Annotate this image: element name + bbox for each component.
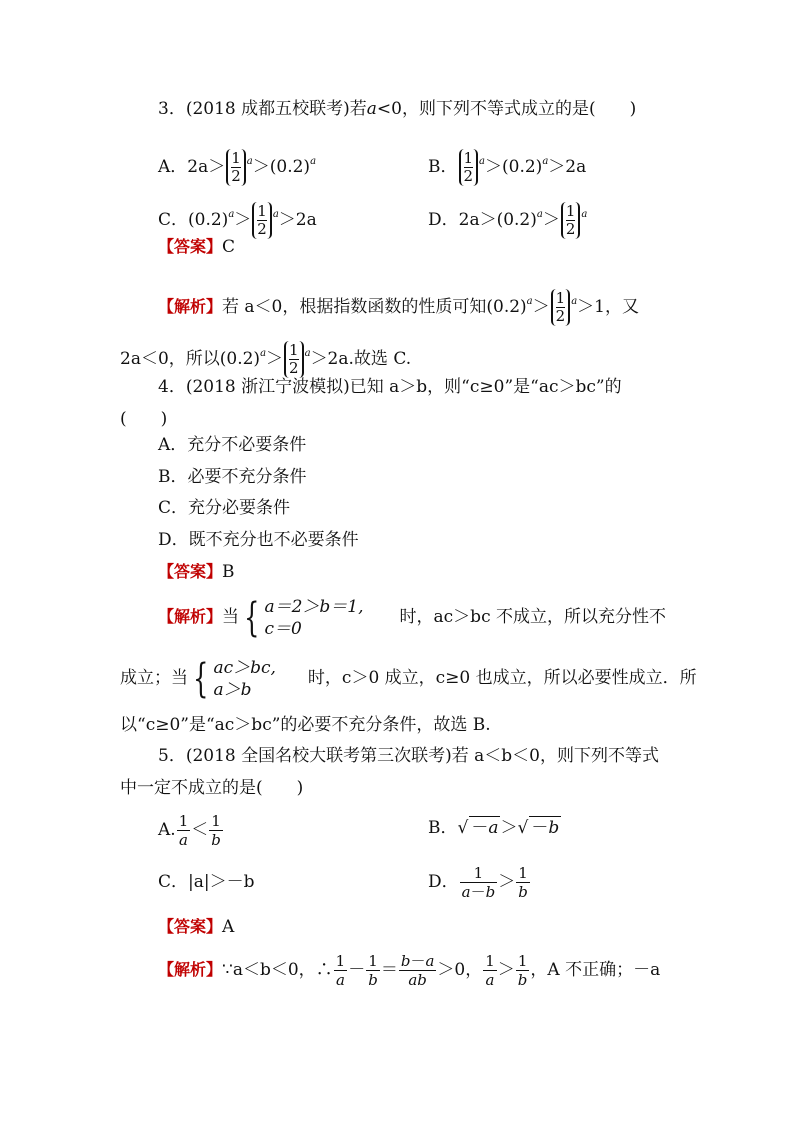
exp: a — [536, 209, 543, 220]
exp: a — [542, 156, 549, 167]
q5-option-d-label: D． — [428, 872, 459, 892]
q3-frac-half — [252, 202, 272, 239]
q5-option-a-label: A. — [158, 820, 176, 840]
q4-system-2 — [213, 657, 275, 701]
exp: a — [260, 348, 267, 359]
frac-num: 1 — [257, 202, 267, 220]
q3-explanation-line1: 【解析】若 a＜0，根据指数函数的性质可知$(0.2)^a>$ $\frac{1}{2}^a>1$，又 — [158, 289, 639, 325]
system-line: ac＞bc, — [213, 657, 276, 678]
answer-tag: 【答案】 — [158, 562, 223, 581]
q3-option-a-label: A．2a＞ — [158, 157, 226, 177]
frac-num: 1 — [463, 149, 474, 167]
q4-option-b: B．必要不充分条件 — [158, 467, 307, 487]
q3-option-b — [428, 140, 586, 189]
exp: a — [479, 156, 486, 167]
frac-num: 1 — [565, 202, 576, 220]
system-line: a＞b — [213, 679, 252, 700]
fraction: $\frac{1}{b}$ — [368, 952, 378, 989]
explanation-tag: 【解析】 — [158, 960, 223, 979]
q3-explanation-line2: 2a＜0，所以$(0.2)^a>$ $\frac{1}{2}^a>2a$.故选 C. — [120, 341, 412, 377]
q3-option-d: D．$2a>(0.2)^a>$ $\frac{1}{2}^a$ — [428, 202, 588, 238]
fraction: $\frac{1}{a}$ — [335, 952, 346, 989]
q3-option-b-end: ＞2a — [548, 157, 587, 177]
q3-answer — [158, 236, 235, 258]
frac-den: 2 — [565, 220, 576, 238]
frac-num: 1 — [289, 341, 299, 359]
q5-explanation-line1: 【解析】∵a＜b＜0，∴ $\frac{1}{a}$ － $\frac{1}{b}$ ＝ $\frac{b-a}{ab}$ ＞0， $\frac{1}{a}$ ＞ $\frac{1}{b}$ ，A 不正确；－a — [158, 952, 661, 989]
sqrt-icon: √ — [457, 818, 469, 838]
q4-option-a: A．充分不必要条件 — [158, 435, 307, 455]
q5-stem-line1: 5．(2018 全国名校大联考第三次联考)若 a＜b＜0，则下列不等式 — [158, 746, 659, 766]
q4-explanation-line1 — [158, 592, 666, 642]
q3-expl-text: ＞2a.故选 C. — [310, 349, 412, 369]
frac-den: 2 — [463, 167, 474, 185]
q3-expl-text: ＞1，又 — [577, 297, 639, 317]
q4-expl-text: 成立；当 — [120, 668, 188, 688]
q5-option-d: D． $\frac{1}{a-b}$ ＞ $\frac{1}{b}$ — [428, 864, 528, 901]
q3-option-c: C．$(0.2)^a>$ $\frac{1}{2}^a>2a$ — [158, 202, 317, 238]
q4-explanation-line2 — [120, 653, 697, 703]
q5-option-a: A. $\frac{1}{a}$ ＜ $\frac{1}{b}$ — [158, 812, 221, 849]
brace-icon: { — [193, 655, 209, 702]
exp: a — [304, 348, 311, 359]
q3-stem — [158, 98, 636, 120]
q4-explanation-line3: 以“c≥0”是“ac＞bc”的必要不充分条件，故选 B. — [120, 715, 491, 735]
q4-answer — [158, 561, 235, 583]
fraction: $\frac{1}{a}$ — [485, 952, 495, 989]
q5-option-b-label: B． — [428, 818, 458, 838]
q5-option-c: C．|a|＞－b — [158, 872, 255, 892]
explanation-tag: 【解析】 — [158, 297, 223, 316]
q5-expl-text: ∵a＜b＜0，∴ — [222, 960, 333, 980]
system-line: c＝0 — [264, 618, 302, 639]
q3-option-a — [158, 140, 316, 189]
q5-expl-text: ＞0， — [437, 960, 483, 980]
q4-expl-text: 时，c＞0 成立，c≥0 也成立，所以必要性成立．所 — [307, 668, 697, 688]
q3-stem-cond: <0，则下列不等式成立的是( ) — [376, 99, 637, 119]
exp: a — [571, 296, 578, 307]
q3-frac-half — [459, 149, 479, 186]
q3-stem-var: a — [366, 99, 377, 119]
q3-option-d-label: D．2a＞(0.2) — [428, 210, 537, 230]
q4-option-c: C．充分必要条件 — [158, 498, 291, 518]
fraction: $\frac{1}{b}$ — [517, 952, 528, 989]
q3-frac-half — [551, 289, 571, 326]
explanation-tag: 【解析】 — [158, 607, 223, 626]
exp: a — [526, 296, 533, 307]
q3-frac-half — [284, 341, 304, 378]
q3-option-c-end: ＞2a — [278, 210, 317, 230]
exp: a — [228, 209, 235, 220]
system-line: a＝2＞b＝1, — [264, 596, 364, 617]
q3-stem-text: 3．(2018 成都五校联考)若 — [158, 99, 367, 119]
q3-option-b-label: B． — [428, 157, 458, 177]
fraction: $\frac{1}{b}$ — [211, 812, 221, 849]
exp: a — [246, 156, 253, 167]
q3-frac-half — [561, 202, 581, 239]
q4-stem-paren: ( ) — [120, 409, 168, 429]
q3-option-b-tail: ＞(0.2) — [485, 157, 543, 177]
exp: a — [272, 209, 279, 220]
fraction: $\frac{1}{a}$ — [178, 812, 189, 849]
q4-system-1 — [264, 596, 363, 640]
fraction: $\frac{1}{a-b}$ — [461, 864, 496, 901]
answer-value: A — [222, 917, 235, 937]
q5-option-b: B．√ －a ＞√ －b — [428, 818, 560, 838]
frac-den: 2 — [555, 307, 566, 325]
fraction: $\frac{1}{b}$ — [518, 864, 528, 901]
exp: a — [581, 209, 588, 220]
answer-tag: 【答案】 — [158, 917, 223, 936]
q5-expl-text: ，A 不正确；－a — [530, 960, 661, 980]
brace-icon: { — [244, 594, 260, 641]
frac-den: 2 — [257, 220, 267, 238]
q3-expl-text: 2a＜0，所以(0.2) — [120, 349, 261, 369]
frac-den: 2 — [289, 359, 299, 377]
frac-den: 2 — [231, 167, 241, 185]
q3-option-c-label: C．(0.2) — [158, 210, 229, 230]
q4-option-d: D．既不充分也不必要条件 — [158, 530, 359, 550]
q4-stem: 4．(2018 浙江宁波模拟)已知 a＞b，则“c≥0”是“ac＞bc”的 — [158, 377, 622, 397]
sqrt-icon: √ — [517, 818, 529, 838]
q4-expl-text: 当 — [222, 607, 240, 627]
q3-expl-text: 若 a＜0，根据指数函数的性质可知(0.2) — [222, 297, 527, 317]
q5-answer — [158, 916, 234, 938]
q5-stem-line2: 中一定不成立的是( ) — [120, 778, 304, 798]
exp: a — [310, 156, 317, 167]
answer-value: B — [222, 562, 235, 582]
q3-frac-half — [226, 149, 246, 186]
fraction: $\frac{b-a}{ab}$ — [400, 952, 435, 989]
q3-option-a-tail: ＞(0.2) — [252, 157, 311, 177]
frac-num: 1 — [555, 289, 566, 307]
q4-expl-text: 时，ac＞bc 不成立，所以充分性不 — [399, 607, 666, 627]
frac-num: 1 — [231, 149, 241, 167]
answer-tag: 【答案】 — [158, 237, 223, 256]
answer-value: C — [222, 237, 236, 257]
